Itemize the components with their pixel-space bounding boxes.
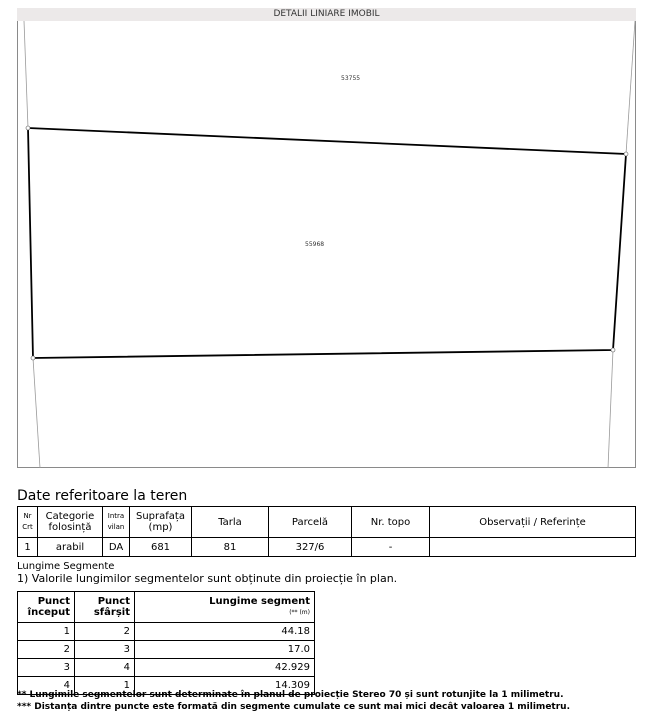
- col-parcela: Parcelă: [269, 507, 352, 538]
- col-categorie: Categorie folosință: [38, 507, 103, 538]
- segmente-title: Lungime Segmente: [17, 561, 115, 572]
- col-intravilan: Intra vilan: [103, 507, 130, 538]
- neighbor-line-right-bottom: [608, 350, 613, 468]
- cell-end: 4: [75, 659, 135, 677]
- col-observatii: Observații / Referințe: [430, 507, 636, 538]
- cell-intravilan: DA: [103, 538, 130, 557]
- cell-categorie: arabil: [38, 538, 103, 557]
- table-row: [18, 623, 315, 641]
- cell-end: 2: [75, 623, 135, 641]
- footnote-1: ** Lungimile segmentelor sunt determinate în planul de proiecție Stereo 70 și sunt rotunjite la 1 milimetru.: [17, 690, 564, 700]
- parcel-boundary: [28, 128, 626, 358]
- col-nr-topo: Nr. topo: [352, 507, 430, 538]
- table-row: [18, 641, 315, 659]
- cell-suprafata: 681: [130, 538, 192, 557]
- section-header: [17, 8, 636, 22]
- cell-tarla: 81: [192, 538, 269, 557]
- parcel-label: 55968: [305, 241, 325, 248]
- cell-start: 3: [18, 659, 75, 677]
- col-punct-inceput: Punct început: [18, 592, 75, 623]
- cell-parcela: 327/6: [269, 538, 352, 557]
- segmente-header-row: [18, 592, 315, 623]
- neighbor-parcel-label: 53755: [341, 75, 361, 82]
- table-row: [18, 538, 636, 557]
- teren-header-row: [18, 507, 636, 538]
- col-lungime: [135, 592, 315, 623]
- footnote-2: *** Distanța dintre puncte este formată din segmente cumulate ce sunt mai mici decât valoarea 1 milimetru.: [17, 702, 570, 712]
- teren-title: Date referitoare la teren: [17, 488, 188, 504]
- table-row: [18, 659, 315, 677]
- col-tarla: Tarla: [192, 507, 269, 538]
- cell-start: 1: [18, 623, 75, 641]
- neighbor-line-right-top: [626, 21, 635, 154]
- cell-nr-topo: -: [352, 538, 430, 557]
- header-title: DETALII LINIARE IMOBIL: [273, 9, 380, 19]
- point-1-marker: [26, 126, 30, 130]
- teren-table: [17, 506, 636, 557]
- cell-length: 17.0: [135, 641, 315, 659]
- point-3-marker: [611, 348, 615, 352]
- segmente-table: [17, 591, 315, 695]
- cell-end: 1: [75, 677, 135, 695]
- cell-start: 2: [18, 641, 75, 659]
- col-suprafata: Suprafața (mp): [130, 507, 192, 538]
- cell-nr-crt: 1: [18, 538, 38, 557]
- col-lungime-label: Lungime segment: [209, 596, 310, 607]
- cell-start: 4: [18, 677, 75, 695]
- plan-drawing: [17, 21, 636, 468]
- cell-length: 14.309: [135, 677, 315, 695]
- col-lungime-unit: (** (m): [289, 609, 310, 616]
- point-2-marker: [624, 152, 628, 156]
- cell-length: 44.18: [135, 623, 315, 641]
- plan-svg: [18, 21, 637, 468]
- cell-observatii: [430, 538, 636, 557]
- cell-length: 42.929: [135, 659, 315, 677]
- point-4-marker: [31, 356, 35, 360]
- segmente-subtitle: 1) Valorile lungimilor segmentelor sunt obținute din proiecție în plan.: [17, 572, 398, 585]
- neighbor-line-left-bottom: [33, 358, 40, 468]
- col-nr-crt: Nr Crt: [18, 507, 38, 538]
- cell-end: 3: [75, 641, 135, 659]
- col-punct-sfarsit: Punct sfârșit: [75, 592, 135, 623]
- neighbor-line-left-top: [24, 21, 28, 128]
